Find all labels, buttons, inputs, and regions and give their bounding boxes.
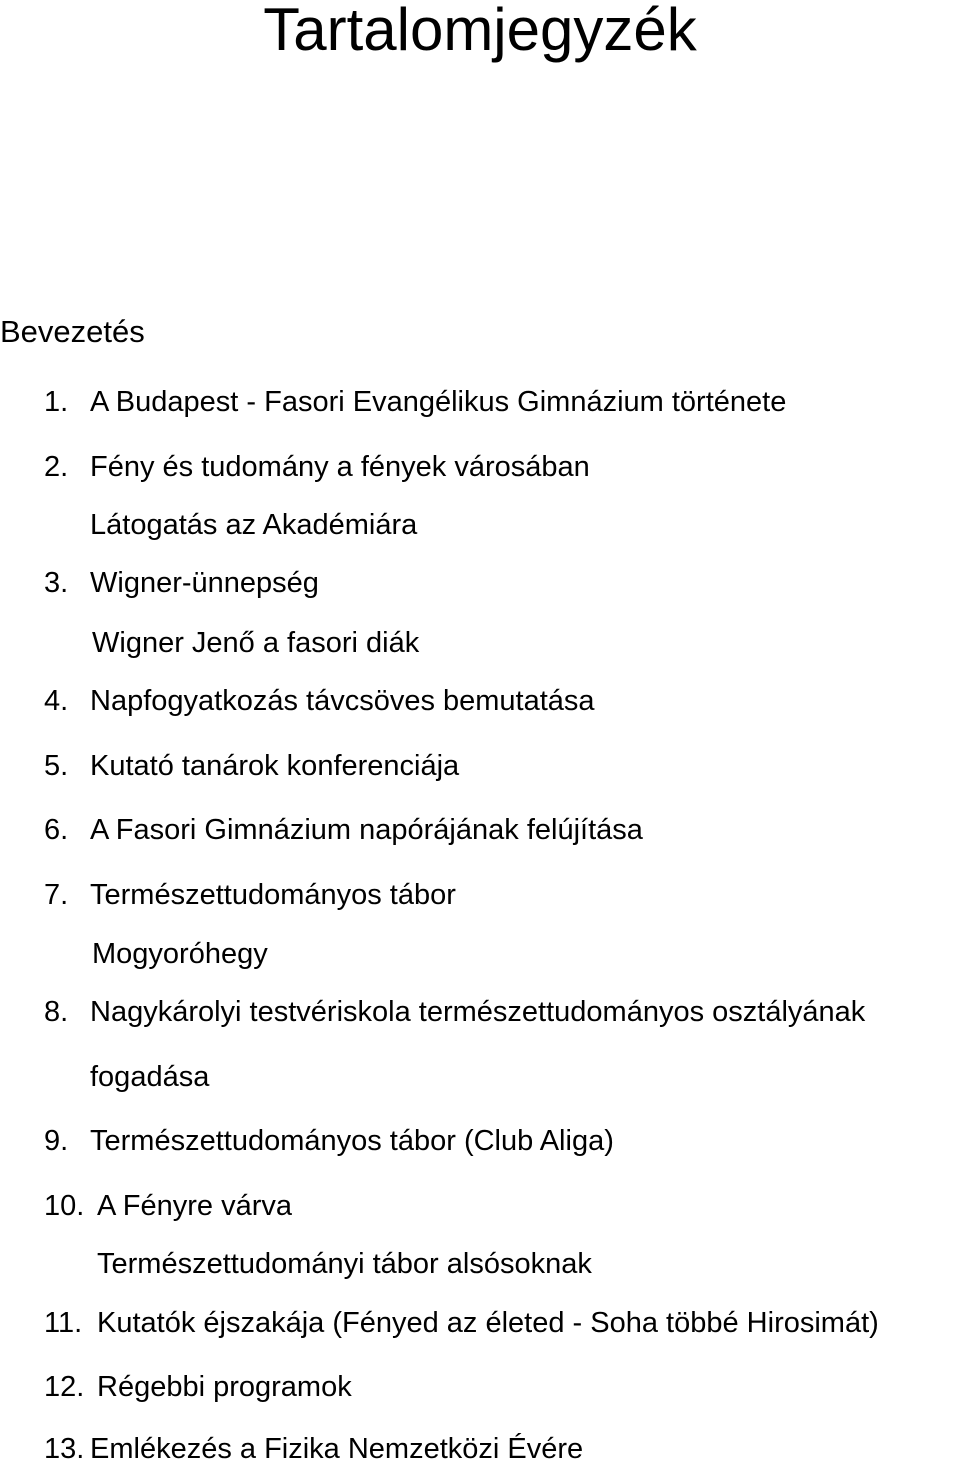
toc-item-text: A Fényre várva <box>97 1190 293 1222</box>
toc-item-text: Régebbi programok <box>97 1371 352 1403</box>
toc-item-number: 4. <box>44 685 69 717</box>
toc-item-number: 5. <box>44 750 69 782</box>
page-title: Tartalomjegyzék <box>263 0 697 63</box>
toc-item-text: Kutatók éjszakája (Fényed az életed - Soha többé Hirosimát) <box>97 1307 879 1339</box>
toc-item-number: 13. <box>44 1433 85 1465</box>
toc-item-text: Wigner-ünnepség <box>90 567 319 599</box>
toc-item-number: 3. <box>44 567 69 599</box>
toc-item-text: fogadása <box>90 1061 210 1093</box>
toc-item-number: 12. <box>44 1371 85 1403</box>
toc-item-number: 1. <box>44 386 69 418</box>
toc-item-text: Napfogyatkozás távcsöves bemutatása <box>90 685 595 717</box>
toc-subitem-text: Mogyoróhegy <box>92 938 268 970</box>
toc-subitem-text: Természettudományi tábor alsósoknak <box>97 1248 592 1280</box>
toc-item-text: Emlékezés a Fizika Nemzetközi Évére <box>90 1433 584 1465</box>
toc-item-number: 11. <box>44 1307 83 1339</box>
toc-item-text: A Budapest - Fasori Evangélikus Gimnázium története <box>90 386 787 418</box>
toc-item-number: 6. <box>44 814 69 846</box>
toc-intro: Bevezetés <box>0 314 145 349</box>
toc-subitem-text: Látogatás az Akadémiára <box>90 509 418 541</box>
toc-item-text: Természettudományos tábor (Club Aliga) <box>90 1125 614 1157</box>
toc-item-text: Fény és tudomány a fények városában <box>90 451 590 483</box>
toc-item-number: 9. <box>44 1125 69 1157</box>
toc-item-text: A Fasori Gimnázium napórájának felújítása <box>90 814 643 846</box>
toc-item-number: 8. <box>44 996 69 1028</box>
toc-subitem-text: Wigner Jenő a fasori diák <box>92 627 420 659</box>
toc-item-number: 2. <box>44 451 69 483</box>
toc-item-text: Nagykárolyi testvériskola természettudományos osztályának <box>90 996 866 1028</box>
toc-item-text: Természettudományos tábor <box>90 879 456 911</box>
toc-item-number: 7. <box>44 879 69 911</box>
toc-item-text: Kutató tanárok konferenciája <box>90 750 460 782</box>
toc-item-number: 10. <box>44 1190 85 1222</box>
